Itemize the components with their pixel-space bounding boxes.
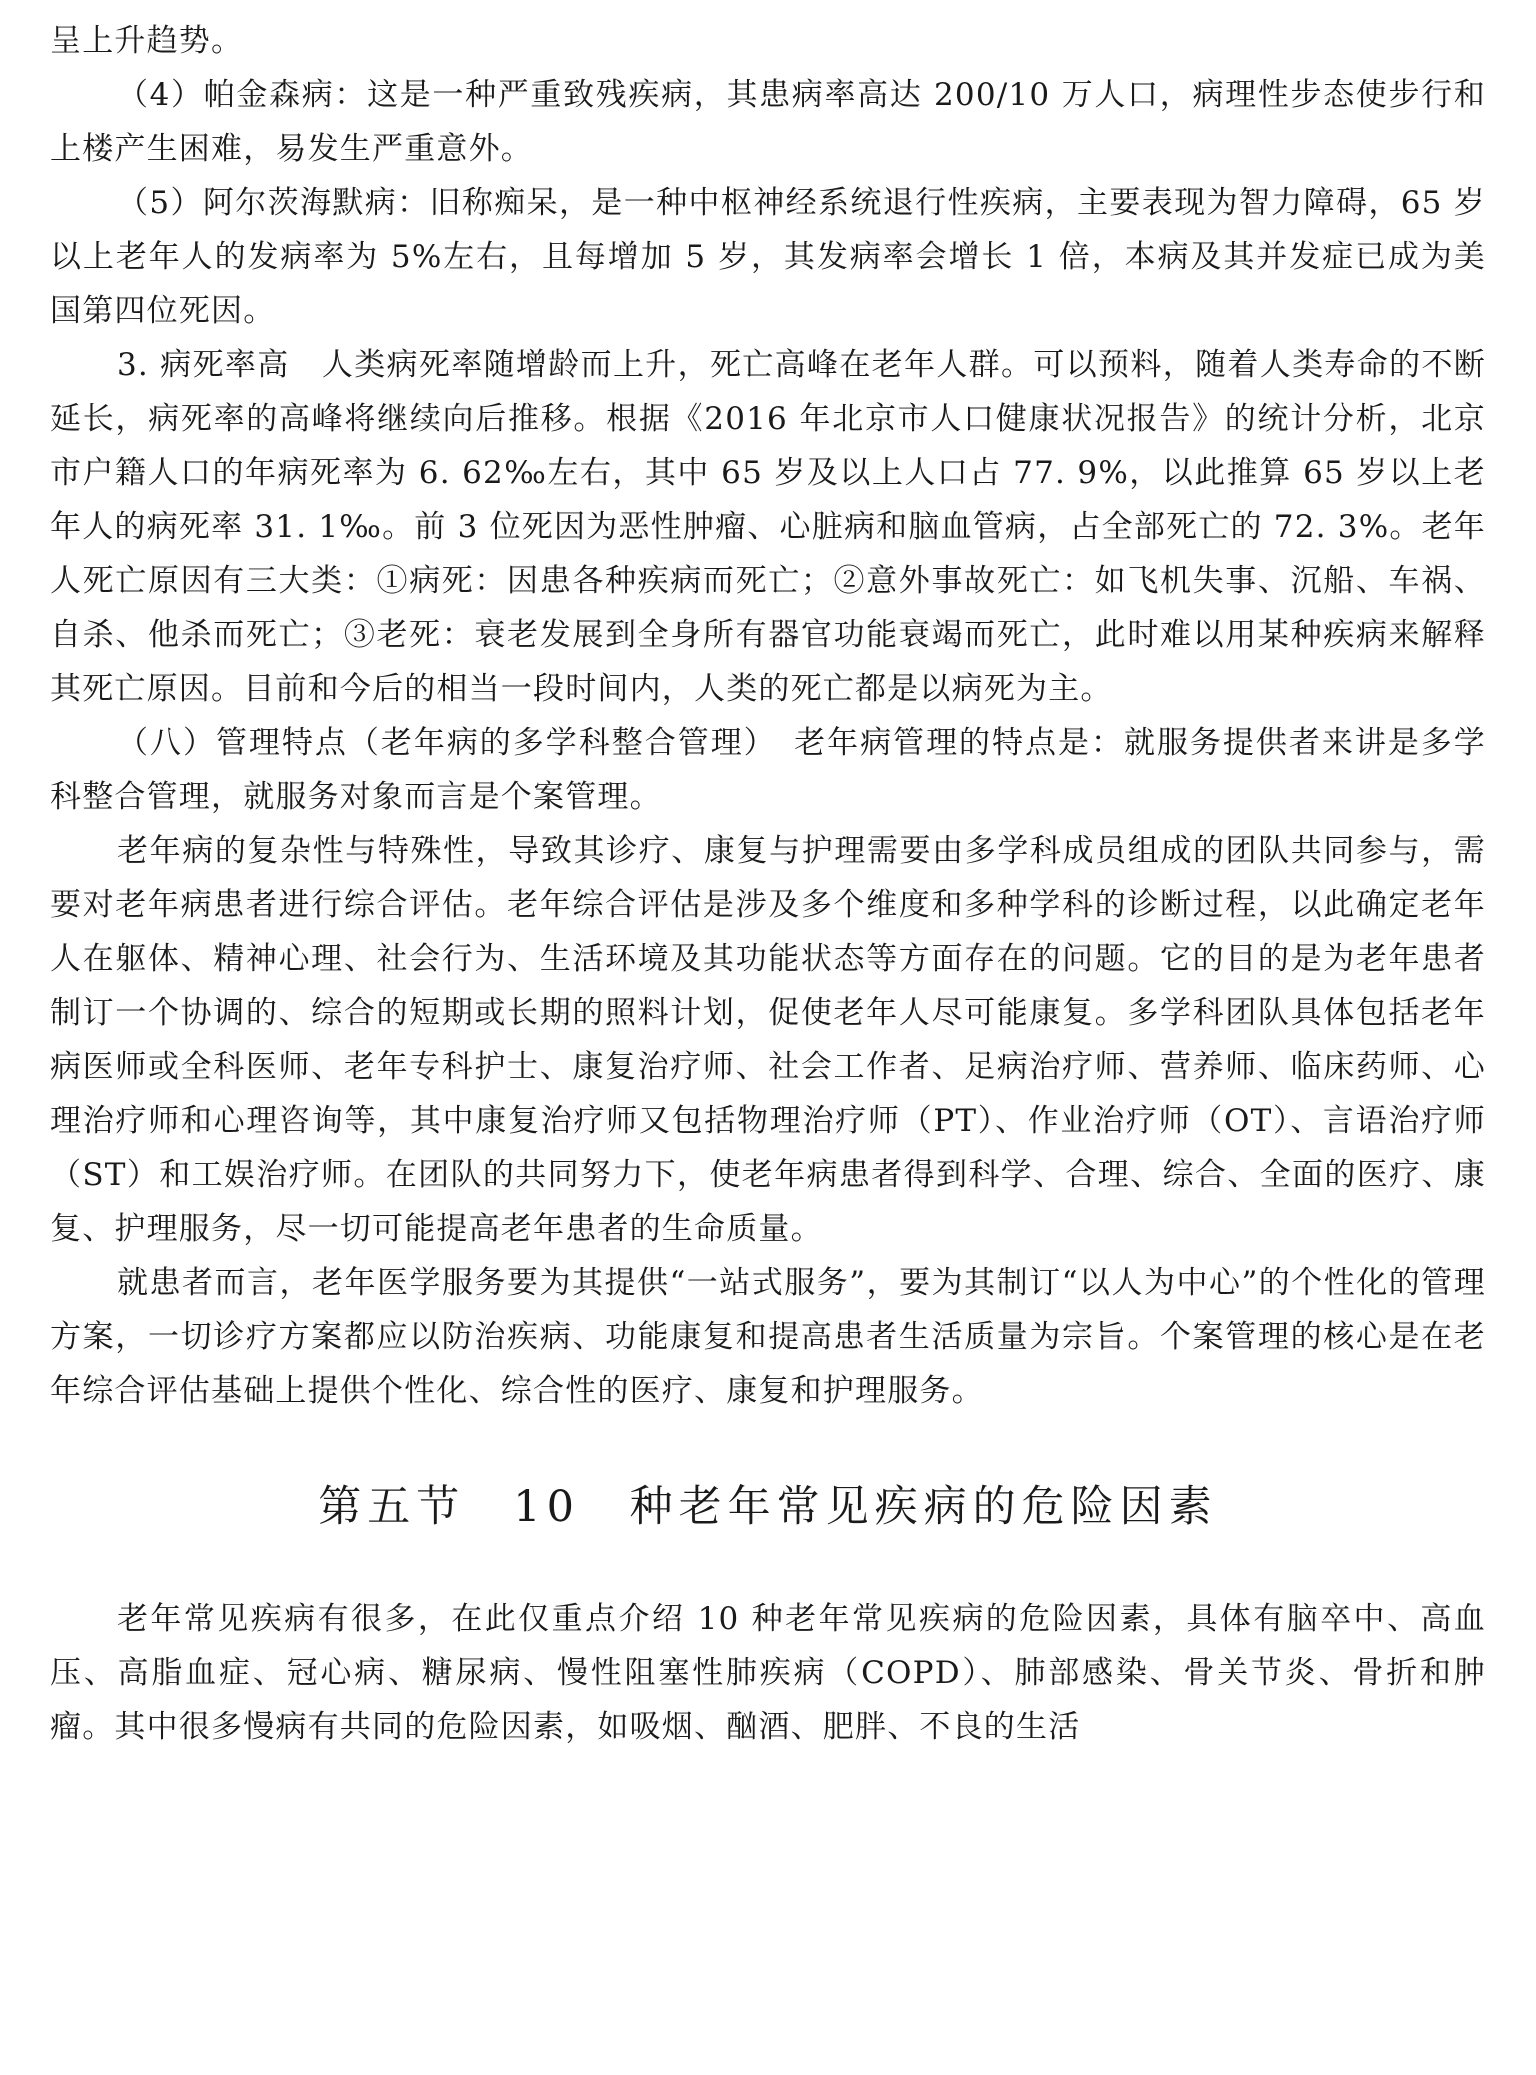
paragraph-management-features: （八）管理特点（老年病的多学科整合管理） 老年病管理的特点是：就服务提供者来讲是多学科整合管理，就服务对象而言是个案管理。 xyxy=(50,725,1486,815)
paragraph-alzheimers: （5）阿尔茨海默病：旧称痴呆，是一种中枢神经系统退行性疾病，主要表现为智力障碍，65 岁以上老年人的发病率为 5%左右，且每增加 5 岁，其发病率会增长 1 倍，本病及其并发症已成为美国第四位死因。 xyxy=(50,185,1486,329)
section-title-text: 10 种老年常见疾病的危险因素 xyxy=(513,1482,1218,1532)
paragraph-section-intro: 老年常见疾病有很多，在此仅重点介绍 10 种老年常见疾病的危险因素，具体有脑卒中、高血压、高脂血症、冠心病、糖尿病、慢性阻塞性肺疾病（COPD）、肺部感染、骨关节炎、骨折和肿瘤。其中很多慢病有共同的危险因素，如吸烟、酗酒、肥胖、不良的生活 xyxy=(50,1601,1486,1745)
section-number: 第五节 xyxy=(318,1482,466,1532)
paragraph-mortality: 3. 病死率高 人类病死率随增龄而上升，死亡高峰在老年人群。可以预料，随着人类寿命的不断延长，病死率的高峰将继续向后推移。根据《2016 年北京市人口健康状况报告》的统计分析，北京市户籍人口的年病死率为 6. 62‰左右，其中 65 岁及以上人口占 77. 9%，以此推算 65 岁以上老年人的病死率 31. 1‰。前 3 位死因为恶性肿瘤、心脏病和脑血管病，占全部死亡的 72. 3%。老年人死亡原因有三大类：①病死：因患各种疾病而死亡；②意外事故死亡：如飞机失事、沉船、车祸、自杀、他杀而死亡；③老死：衰老发展到全身所有器官功能衰竭而死亡，此时难以用某种疾病来解释其死亡原因。目前和今后的相当一段时间内，人类的死亡都是以病死为主。 xyxy=(50,347,1486,707)
paragraph-case-management: 就患者而言，老年医学服务要为其提供“一站式服务”，要为其制订“以人为中心”的个性化的管理方案，一切诊疗方案都应以防治疾病、功能康复和提高患者生活质量为宗旨。个案管理的核心是在老年综合评估基础上提供个性化、综合性的医疗、康复和护理服务。 xyxy=(50,1265,1486,1409)
paragraph-parkinsons: （4）帕金森病：这是一种严重致残疾病，其患病率高达 200/10 万人口，病理性步态使步行和上楼产生困难，易发生严重意外。 xyxy=(50,77,1486,167)
document-page xyxy=(50,14,1486,1754)
section-heading xyxy=(50,1480,1486,1534)
paragraph-multidisciplinary-team: 老年病的复杂性与特殊性，导致其诊疗、康复与护理需要由多学科成员组成的团队共同参与，需要对老年病患者进行综合评估。老年综合评估是涉及多个维度和多种学科的诊断过程，以此确定老年人在躯体、精神心理、社会行为、生活环境及其功能状态等方面存在的问题。它的目的是为老年患者制订一个协调的、综合的短期或长期的照料计划，促使老年人尽可能康复。多学科团队具体包括老年病医师或全科医师、老年专科护士、康复治疗师、社会工作者、足病治疗师、营养师、临床药师、心理治疗师和心理咨询等，其中康复治疗师又包括物理治疗师（PT）、作业治疗师（OT）、言语治疗师（ST）和工娱治疗师。在团队的共同努力下，使老年病患者得到科学、合理、综合、全面的医疗、康复、护理服务，尽一切可能提高老年患者的生命质量。 xyxy=(50,833,1486,1247)
paragraph-continuation: 呈上升趋势。 xyxy=(50,23,244,59)
